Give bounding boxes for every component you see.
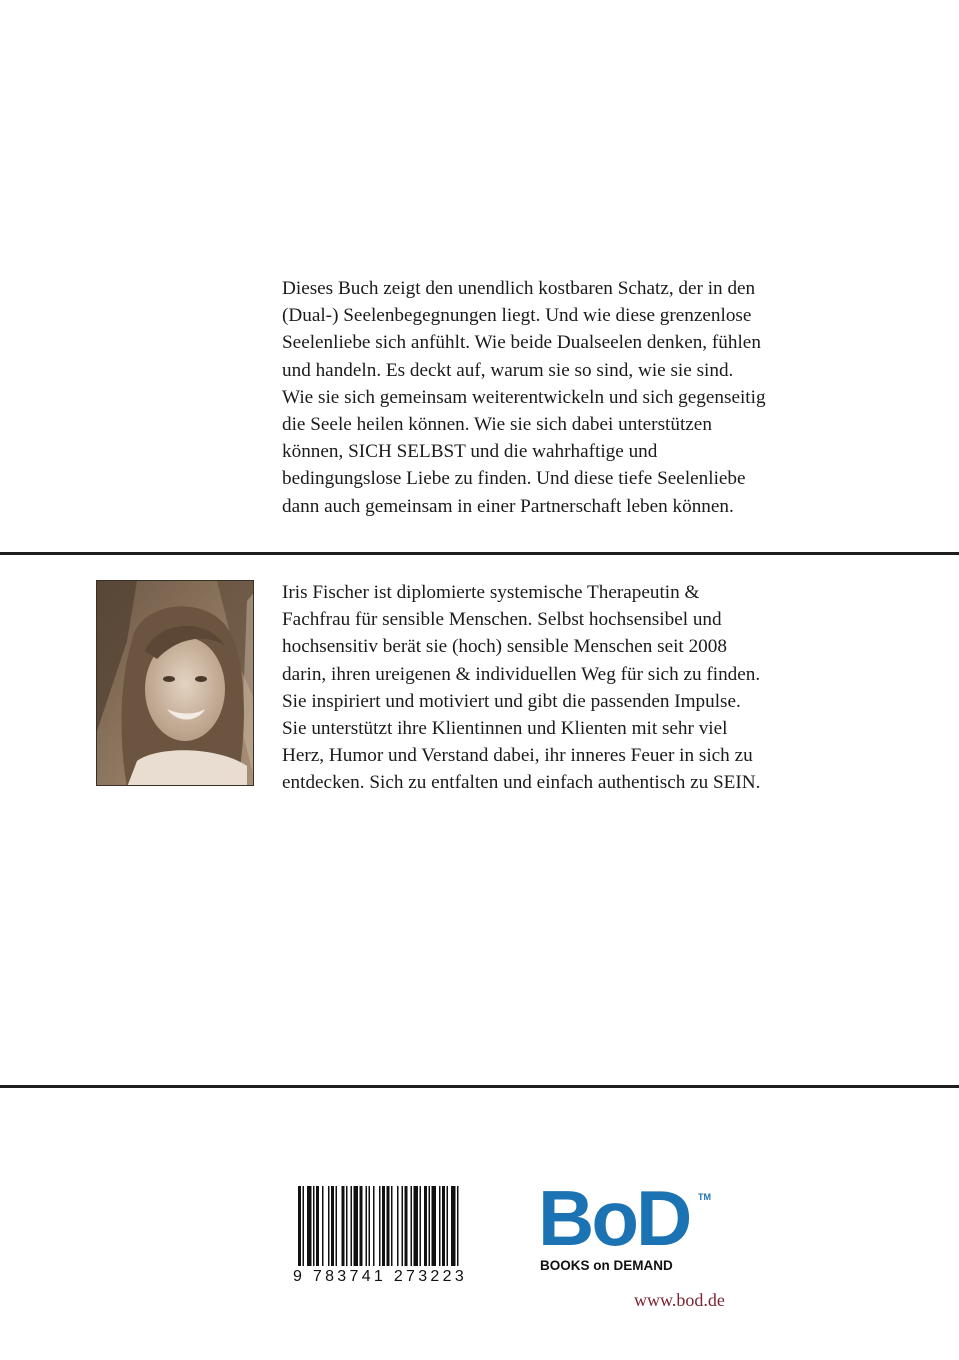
author-portrait-image	[97, 581, 254, 786]
description-line: und handeln. Es deckt auf, warum sie so sind, wie sie sind.	[282, 359, 734, 381]
bio-line: Sie unterstützt ihre Klientinnen und Klienten mit sehr viel	[282, 718, 728, 740]
bio-line: Iris Fischer ist diplomierte systemische Therapeutin &	[282, 582, 700, 603]
barcode-bar	[313, 1186, 315, 1266]
barcode-bar	[331, 1186, 334, 1266]
barcode-bar	[369, 1186, 371, 1266]
bio-line: darin, ihren ureigenen & individuellen Weg für sich zu finden.	[282, 663, 761, 685]
barcode-bar	[420, 1186, 422, 1266]
barcode-bar	[366, 1186, 368, 1266]
barcode-bar	[316, 1186, 319, 1266]
logo-trademark: TM	[698, 1192, 711, 1202]
barcode-bar	[451, 1186, 456, 1266]
divider-bottom	[0, 1085, 959, 1088]
author-bio	[282, 579, 800, 797]
barcode-bar	[307, 1186, 312, 1266]
bio-line: Sie inspiriert und motiviert und gibt die passenden Impulse.	[282, 690, 741, 712]
description-line: dann auch gemeinsam in einer Partnerschaft leben können.	[282, 495, 734, 517]
barcode-bar	[429, 1186, 431, 1266]
barcode-bar	[405, 1186, 408, 1266]
logo-subtitle: BOOKS on DEMAND	[540, 1258, 673, 1273]
barcode-bar	[391, 1186, 393, 1266]
barcode-bar	[346, 1186, 348, 1266]
isbn-number: 9 783741 273223	[282, 1266, 478, 1288]
description-line: Wie sie sich gemeinsam weiterentwickeln und sich gegenseitig	[282, 386, 766, 408]
description-line: (Dual-) Seelenbegegnungen liegt. Und wie diese grenzenlose	[282, 305, 752, 327]
barcode-bar	[328, 1186, 330, 1266]
barcode-bar	[336, 1186, 338, 1266]
book-description	[282, 275, 800, 520]
description-line: Dieses Buch zeigt den unendlich kostbaren Schatz, der in den	[282, 278, 756, 299]
bio-line: hochsensitiv berät sie (hoch) sensible Menschen seit 2008	[282, 636, 727, 658]
barcode-bar	[354, 1186, 359, 1266]
description-line: können, SICH SELBST und die wahrhaftige und	[282, 441, 658, 463]
description-line: bedingungslose Liebe zu finden. Und diese tiefe Seelenliebe	[282, 468, 746, 490]
barcode-bar	[424, 1186, 427, 1266]
publisher-url[interactable]: www.bod.de	[634, 1290, 725, 1310]
bio-line: Fachfrau für sensible Menschen. Selbst hochsensibel und	[282, 609, 722, 631]
barcode-bar	[397, 1186, 399, 1266]
barcode-bar	[414, 1186, 419, 1266]
barcode-bar	[432, 1186, 437, 1266]
barcode-bar	[379, 1186, 381, 1266]
barcode-bar	[382, 1186, 385, 1266]
barcode-bar	[373, 1186, 375, 1266]
author-photo	[96, 580, 254, 786]
barcode-bar	[342, 1186, 345, 1266]
barcode-bar	[447, 1186, 449, 1266]
barcode-bar	[411, 1186, 413, 1266]
barcode-bar	[439, 1186, 441, 1266]
bio-line: Herz, Humor und Verstand dabei, ihr inneres Feuer in sich zu	[282, 745, 753, 767]
barcode-bar	[303, 1186, 305, 1266]
divider-top	[0, 552, 959, 555]
barcode-bar	[387, 1186, 390, 1266]
barcode-bar	[298, 1186, 301, 1266]
publisher-logo	[538, 1174, 711, 1280]
bio-line: entdecken. Sich zu entfalten und einfach authentisch zu SEIN.	[282, 772, 761, 794]
description-line: die Seele heilen können. Wie sie sich dabei unterstützen	[282, 414, 712, 436]
barcode-bar	[360, 1186, 363, 1266]
barcode-bar	[457, 1186, 459, 1266]
barcode-bar	[402, 1186, 404, 1266]
barcode-bar	[351, 1186, 353, 1266]
barcode-bar	[322, 1186, 324, 1266]
description-line: Seelenliebe sich anfühlt. Wie beide Dualseelen denken, fühlen	[282, 332, 761, 354]
logo-wordmark: BoD	[538, 1174, 690, 1262]
barcode-bar	[442, 1186, 445, 1266]
